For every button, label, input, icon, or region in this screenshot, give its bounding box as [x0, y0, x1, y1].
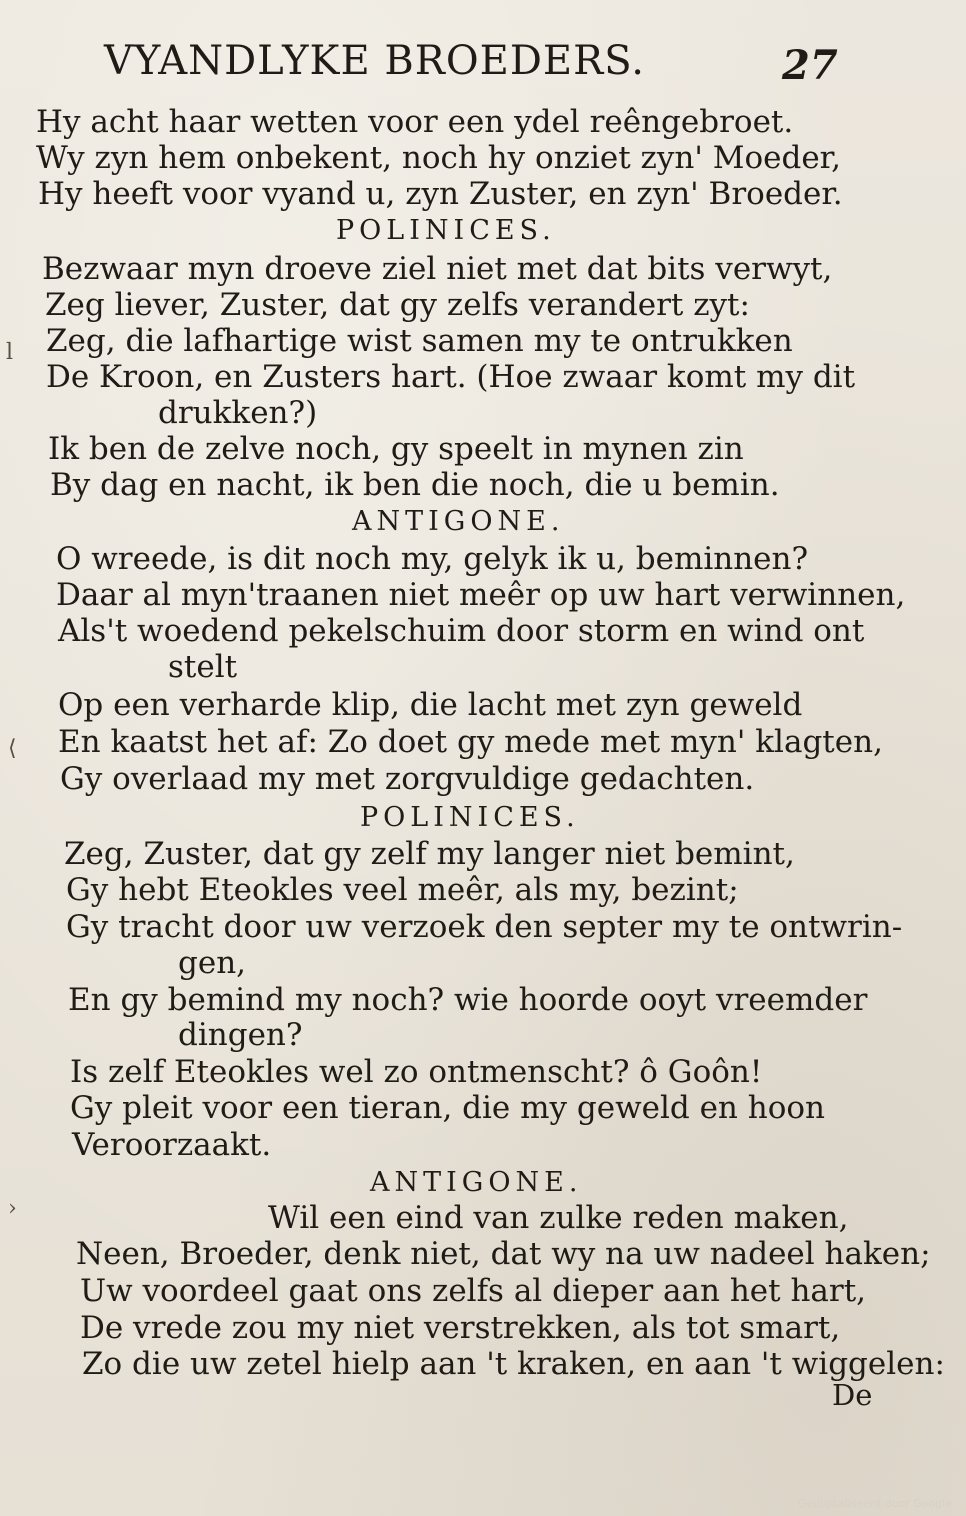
speaker-name: ANTIGONE. [370, 1167, 583, 1198]
verse-line: Neen, Broeder, denk niet, dat wy na uw nadeel haken; [76, 1236, 931, 1272]
verse-line: En gy bemind my noch? wie hoorde ooyt vreemder [68, 982, 868, 1018]
verse-line: stelt [168, 649, 238, 685]
verse-line: Zeg, die lafhartige wist samen my te ontrukken [46, 323, 793, 359]
margin-mark: ⅼ [6, 340, 14, 365]
verse-line: De Kroon, en Zusters hart. (Hoe zwaar komt my dit [46, 359, 856, 395]
verse-line: Wil een eind van zulke reden maken, [268, 1200, 849, 1236]
catchword: De [832, 1378, 873, 1412]
verse-line: Gy hebt Eteokles veel meêr, als my, bezint; [66, 872, 739, 908]
verse-line: Veroorzaakt. [72, 1127, 272, 1163]
margin-mark: ⟨ [8, 736, 17, 761]
speaker-name: POLINICES. [360, 802, 580, 833]
verse-line: Gy tracht door uw verzoek den septer my te ontwrin- [66, 909, 903, 945]
verse-line: Zeg, Zuster, dat gy zelf my langer niet bemint, [64, 836, 795, 872]
verse-line: Daar al myn'traanen niet meêr op uw hart verwinnen, [56, 577, 906, 613]
verse-line: gen, [178, 945, 247, 981]
verse-line: Uw voordeel gaat ons zelfs al dieper aan het hart, [80, 1273, 867, 1309]
verse-line: Is zelf Eteokles wel zo ontmenscht? ô Goôn! [70, 1054, 763, 1090]
verse-line: Gy pleit voor een tieran, die my geweld en hoon [70, 1090, 826, 1126]
verse-line: Als't woedend pekelschuim door storm en wind ont [58, 613, 865, 649]
verse-line: Zo die uw zetel hielp aan 't kraken, en aan 't wiggelen: [82, 1346, 945, 1382]
verse-line: Bezwaar myn droeve ziel niet met dat bits verwyt, [42, 251, 833, 287]
verse-line: Gy overlaad my met zorgvuldige gedachten. [60, 761, 755, 797]
verse-line: Wy zyn hem onbekent, noch hy onziet zyn' Moeder, [36, 140, 841, 176]
verse-line: Zeg liever, Zuster, dat gy zelfs verandert zyt: [45, 287, 750, 323]
verse-line: O wreede, is dit noch my, gelyk ik u, beminnen? [56, 541, 809, 577]
verse-line: drukken?) [158, 395, 318, 431]
margin-mark: › [8, 1196, 17, 1221]
verse-line: dingen? [178, 1017, 303, 1053]
digitization-watermark: Gedigitaliseerd door Google [798, 1497, 952, 1510]
verse-line: Hy heeft voor vyand u, zyn Zuster, en zyn' Broeder. [38, 176, 843, 212]
verse-line: Hy acht haar wetten voor een ydel reêngebroet. [36, 104, 794, 140]
page-number: 27 [782, 42, 838, 89]
verse-line: Ik ben de zelve noch, gy speelt in mynen zin [48, 431, 744, 467]
running-title: VYANDLYKE BROEDERS. [104, 38, 645, 84]
verse-line: By dag en nacht, ik ben die noch, die u bemin. [50, 467, 780, 503]
verse-line: De vrede zou my niet verstrekken, als tot smart, [80, 1310, 841, 1346]
speaker-name: ANTIGONE. [352, 506, 565, 537]
verse-line: En kaatst het af: Zo doet gy mede met myn' klagten, [58, 724, 883, 760]
verse-line: Op een verharde klip, die lacht met zyn geweld [58, 687, 803, 723]
speaker-name: POLINICES. [336, 215, 556, 246]
